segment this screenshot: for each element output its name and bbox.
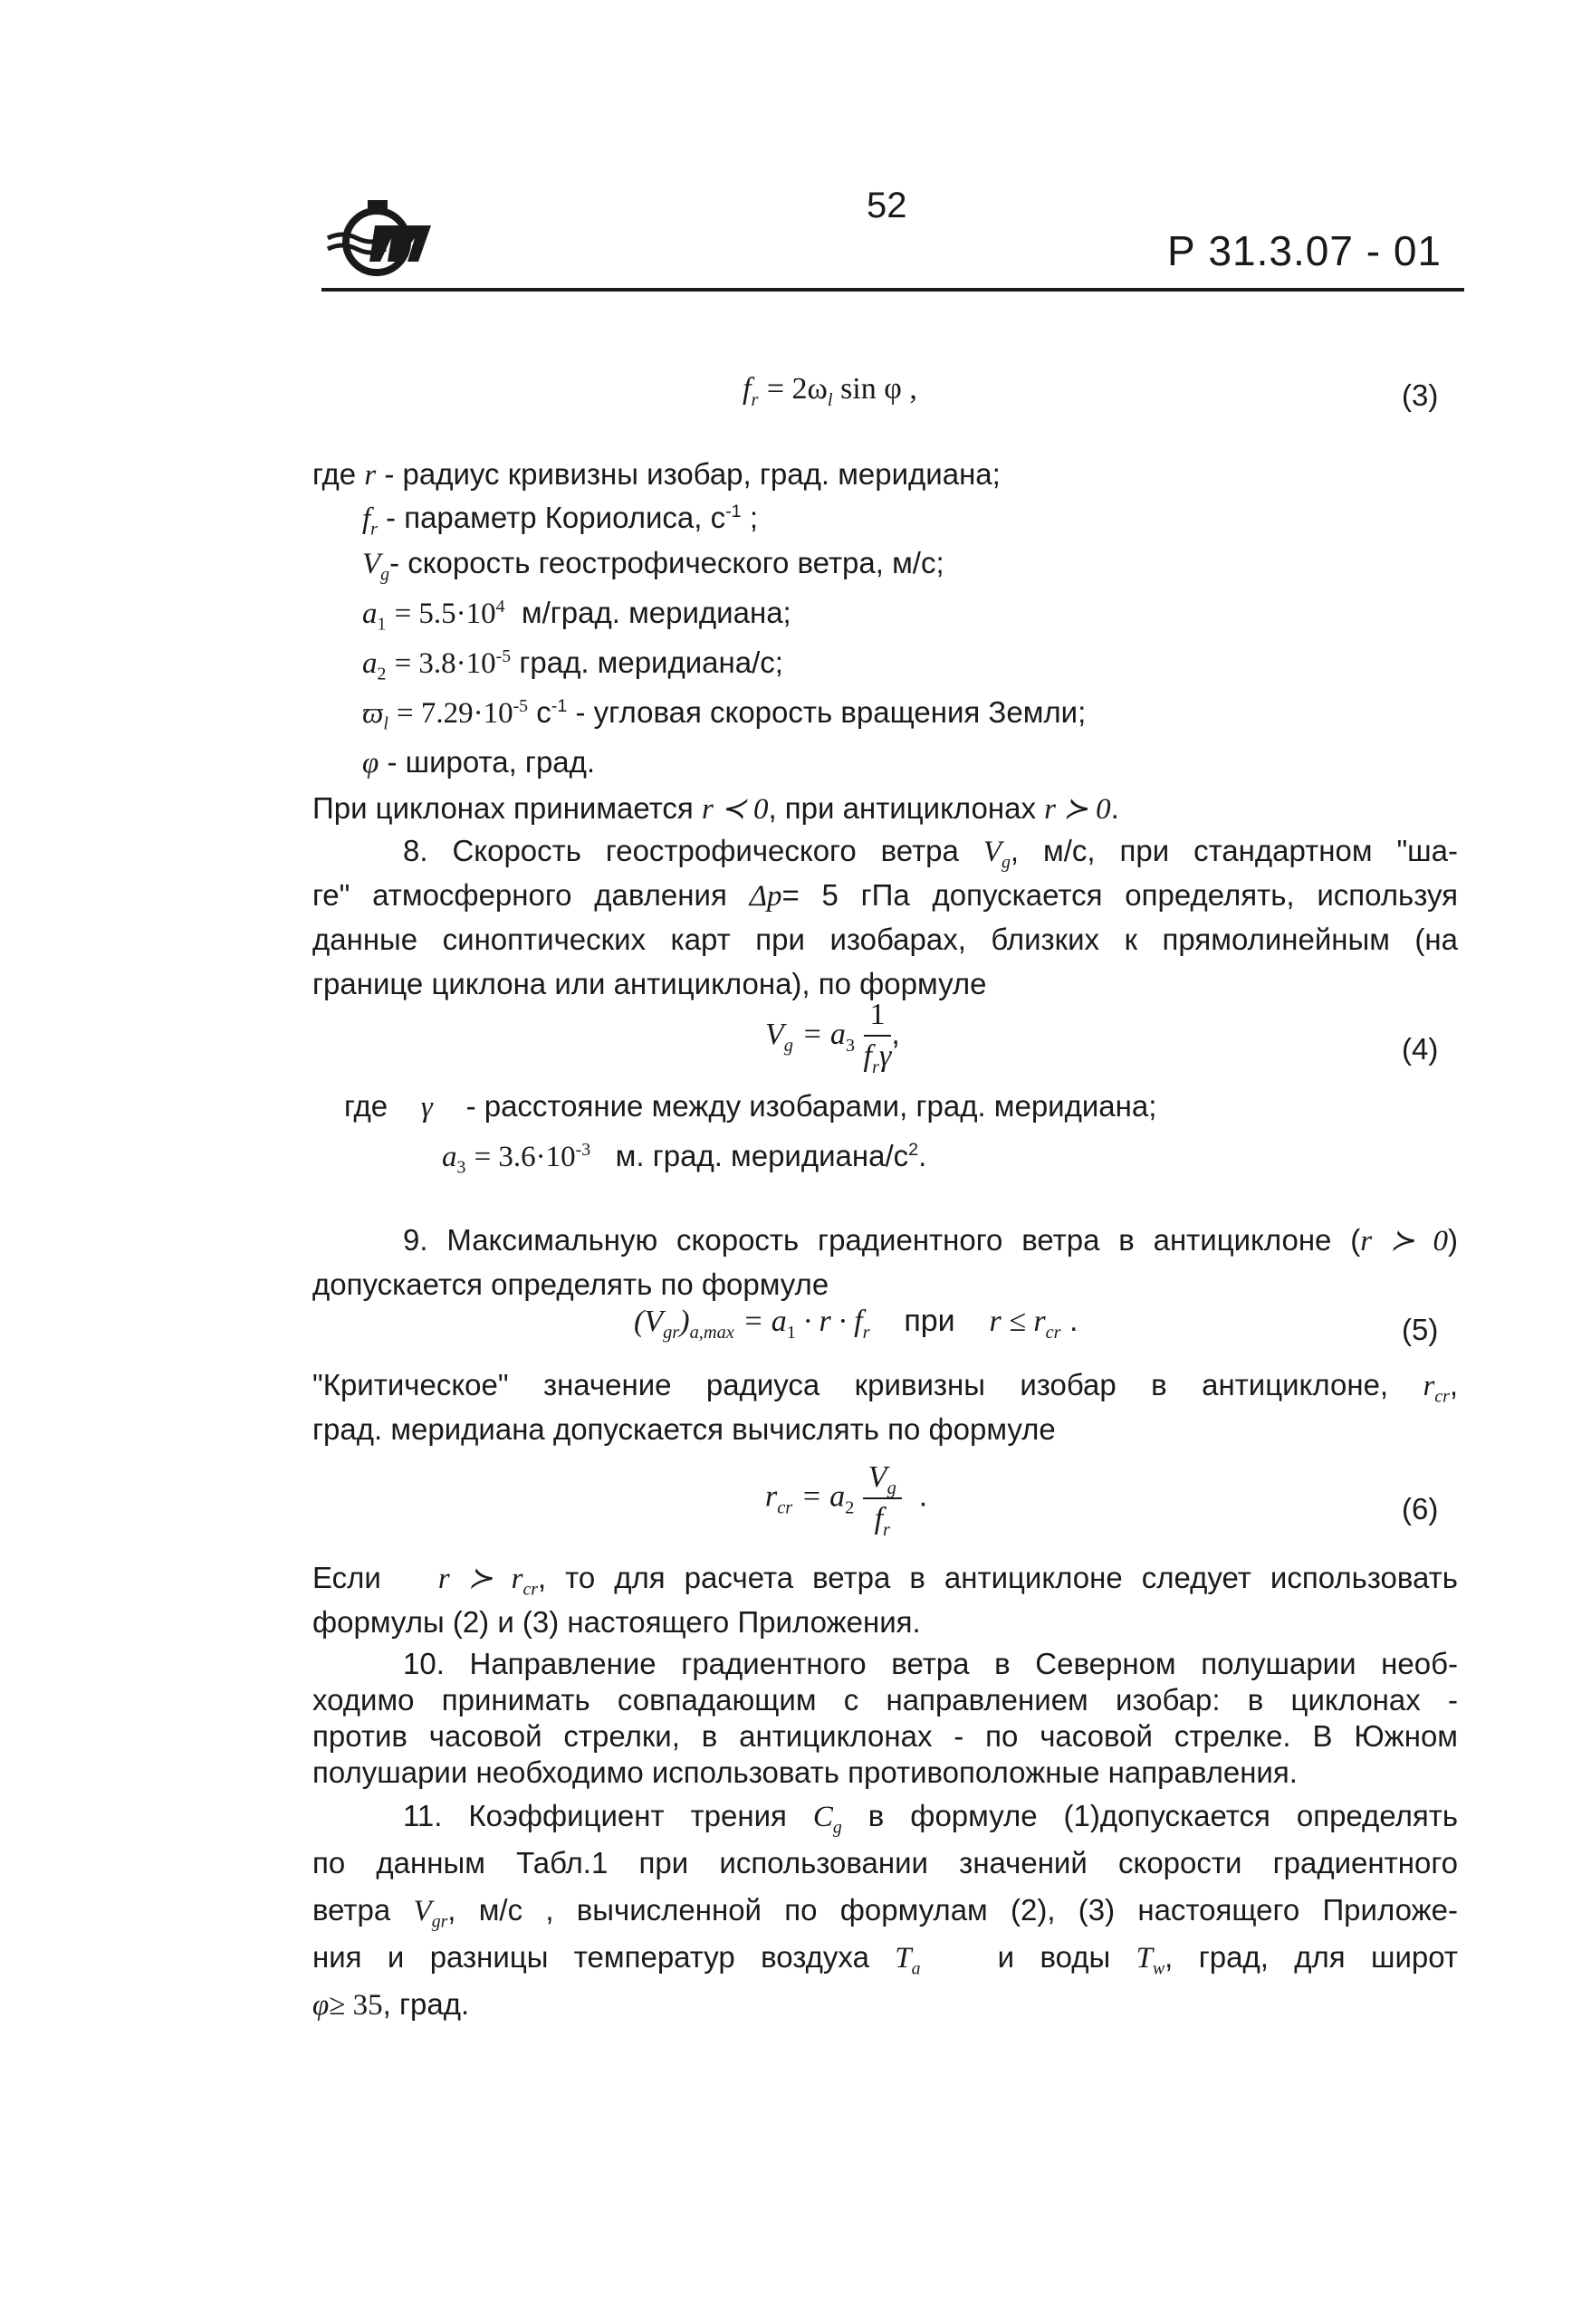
page-number: 52 (867, 186, 907, 225)
where-phi: φ - широта, град. (362, 745, 596, 779)
paragraph-11: 11. Коэффициент трения $C_g$ в формуле (1)допускается определять по данным Табл.1 при использовании значений скорости градиентного ветра $V_{gr}$, м/с , вычисленной по формулам (2), (3) настоящего Приложе- ния и разницы температур воздуха $T_a$ и воды $T_w$, град, для широт φ≥ 35, град. (312, 1799, 1459, 2022)
paragraph-10: 10. Направление градиентного ветра в Северном полушарии необ- ходимо принимать совпадающим с направлением изобар: в циклонах - против часовой стрелки, в антициклонах - по часовой стрелке. В Южном полушарии необходимо использовать противоположные направления. (312, 1647, 1458, 1789)
document-number: Р 31.3.07 - 01 (1167, 227, 1442, 274)
publisher-logo (324, 195, 433, 281)
equation-4: $V_g = a_3$ $\frac{1}{f_r\gamma}$ , (765, 998, 900, 1077)
where-a1: $a_1 = 5.5\cdot 10^4$ м/град. меридиана; (362, 596, 791, 635)
where-r: где r - радиус кривизны изобар, град. меридиана; (312, 457, 1001, 492)
where-fr: $f_r$ - параметр Кориолиса, $с^{-1}$ ; (362, 501, 759, 540)
equation-5: $(V_{gr})_{a,max} = a_1 \cdot r \cdot f_r$ при $r \le r_{cr}$ . (634, 1304, 1078, 1343)
paragraph-8: 8. Скорость геострофического ветра $V_g$, м/с, при стандартном "ша- ге" атмосферного давления Δp= 5 гПа допускается определять, используя данные синоптических карт при изобарах, близких к прямолинейным (на границе циклона или антициклона), по формуле (312, 834, 1459, 1000)
where-omega: $ϖ_l = 7.29\cdot 10^{-5}$ $с^{-1}$ - угловая скорость вращения Земли; (362, 695, 1087, 734)
paragraph-9: 9. Максимальную скорость градиентного ветра в антициклоне (r ≻ 0) допускается определять по формуле (312, 1223, 1458, 1301)
equation-3-number: (3) (1402, 378, 1439, 412)
equation-6-number: (6) (1402, 1492, 1439, 1525)
equation-6: $r_{cr} = a_2$ $\frac{V_g}{f_r}$ . (765, 1458, 927, 1538)
cyclone-sign-rule: При циклонах принимается r ≺ 0, при антициклонах r ≻ 0. (312, 791, 1119, 826)
paragraph-if: Если r ≻ $r_{cr}$, то для расчета ветра в антициклоне следует использовать формулы (2) и (3) настоящего Приложения. (312, 1561, 1458, 1639)
where-a3: $a_3 = 3.6\cdot 10^{-3}$ м. град. меридиана/$с^2$. (442, 1139, 927, 1178)
equation-3: $f_r = 2\omega_l$ sin φ , (743, 372, 917, 410)
where-vg: $V_g-$ скорость геострофического ветра, м/с; (362, 546, 944, 585)
header-rule (321, 288, 1464, 292)
where-a2: $a_2 = 3.8\cdot 10^{-5}$ град. меридиана/с; (362, 646, 783, 684)
where-gamma: где γ - расстояние между изобарами, град. меридиана; (344, 1089, 1157, 1124)
equation-5-number: (5) (1402, 1313, 1439, 1346)
paragraph-critical: "Критическое" значение радиуса кривизны изобар в антициклоне, $r_{cr}$, град. меридиана допускается вычислять по формуле (312, 1368, 1459, 1446)
equation-4-number: (4) (1402, 1032, 1439, 1066)
